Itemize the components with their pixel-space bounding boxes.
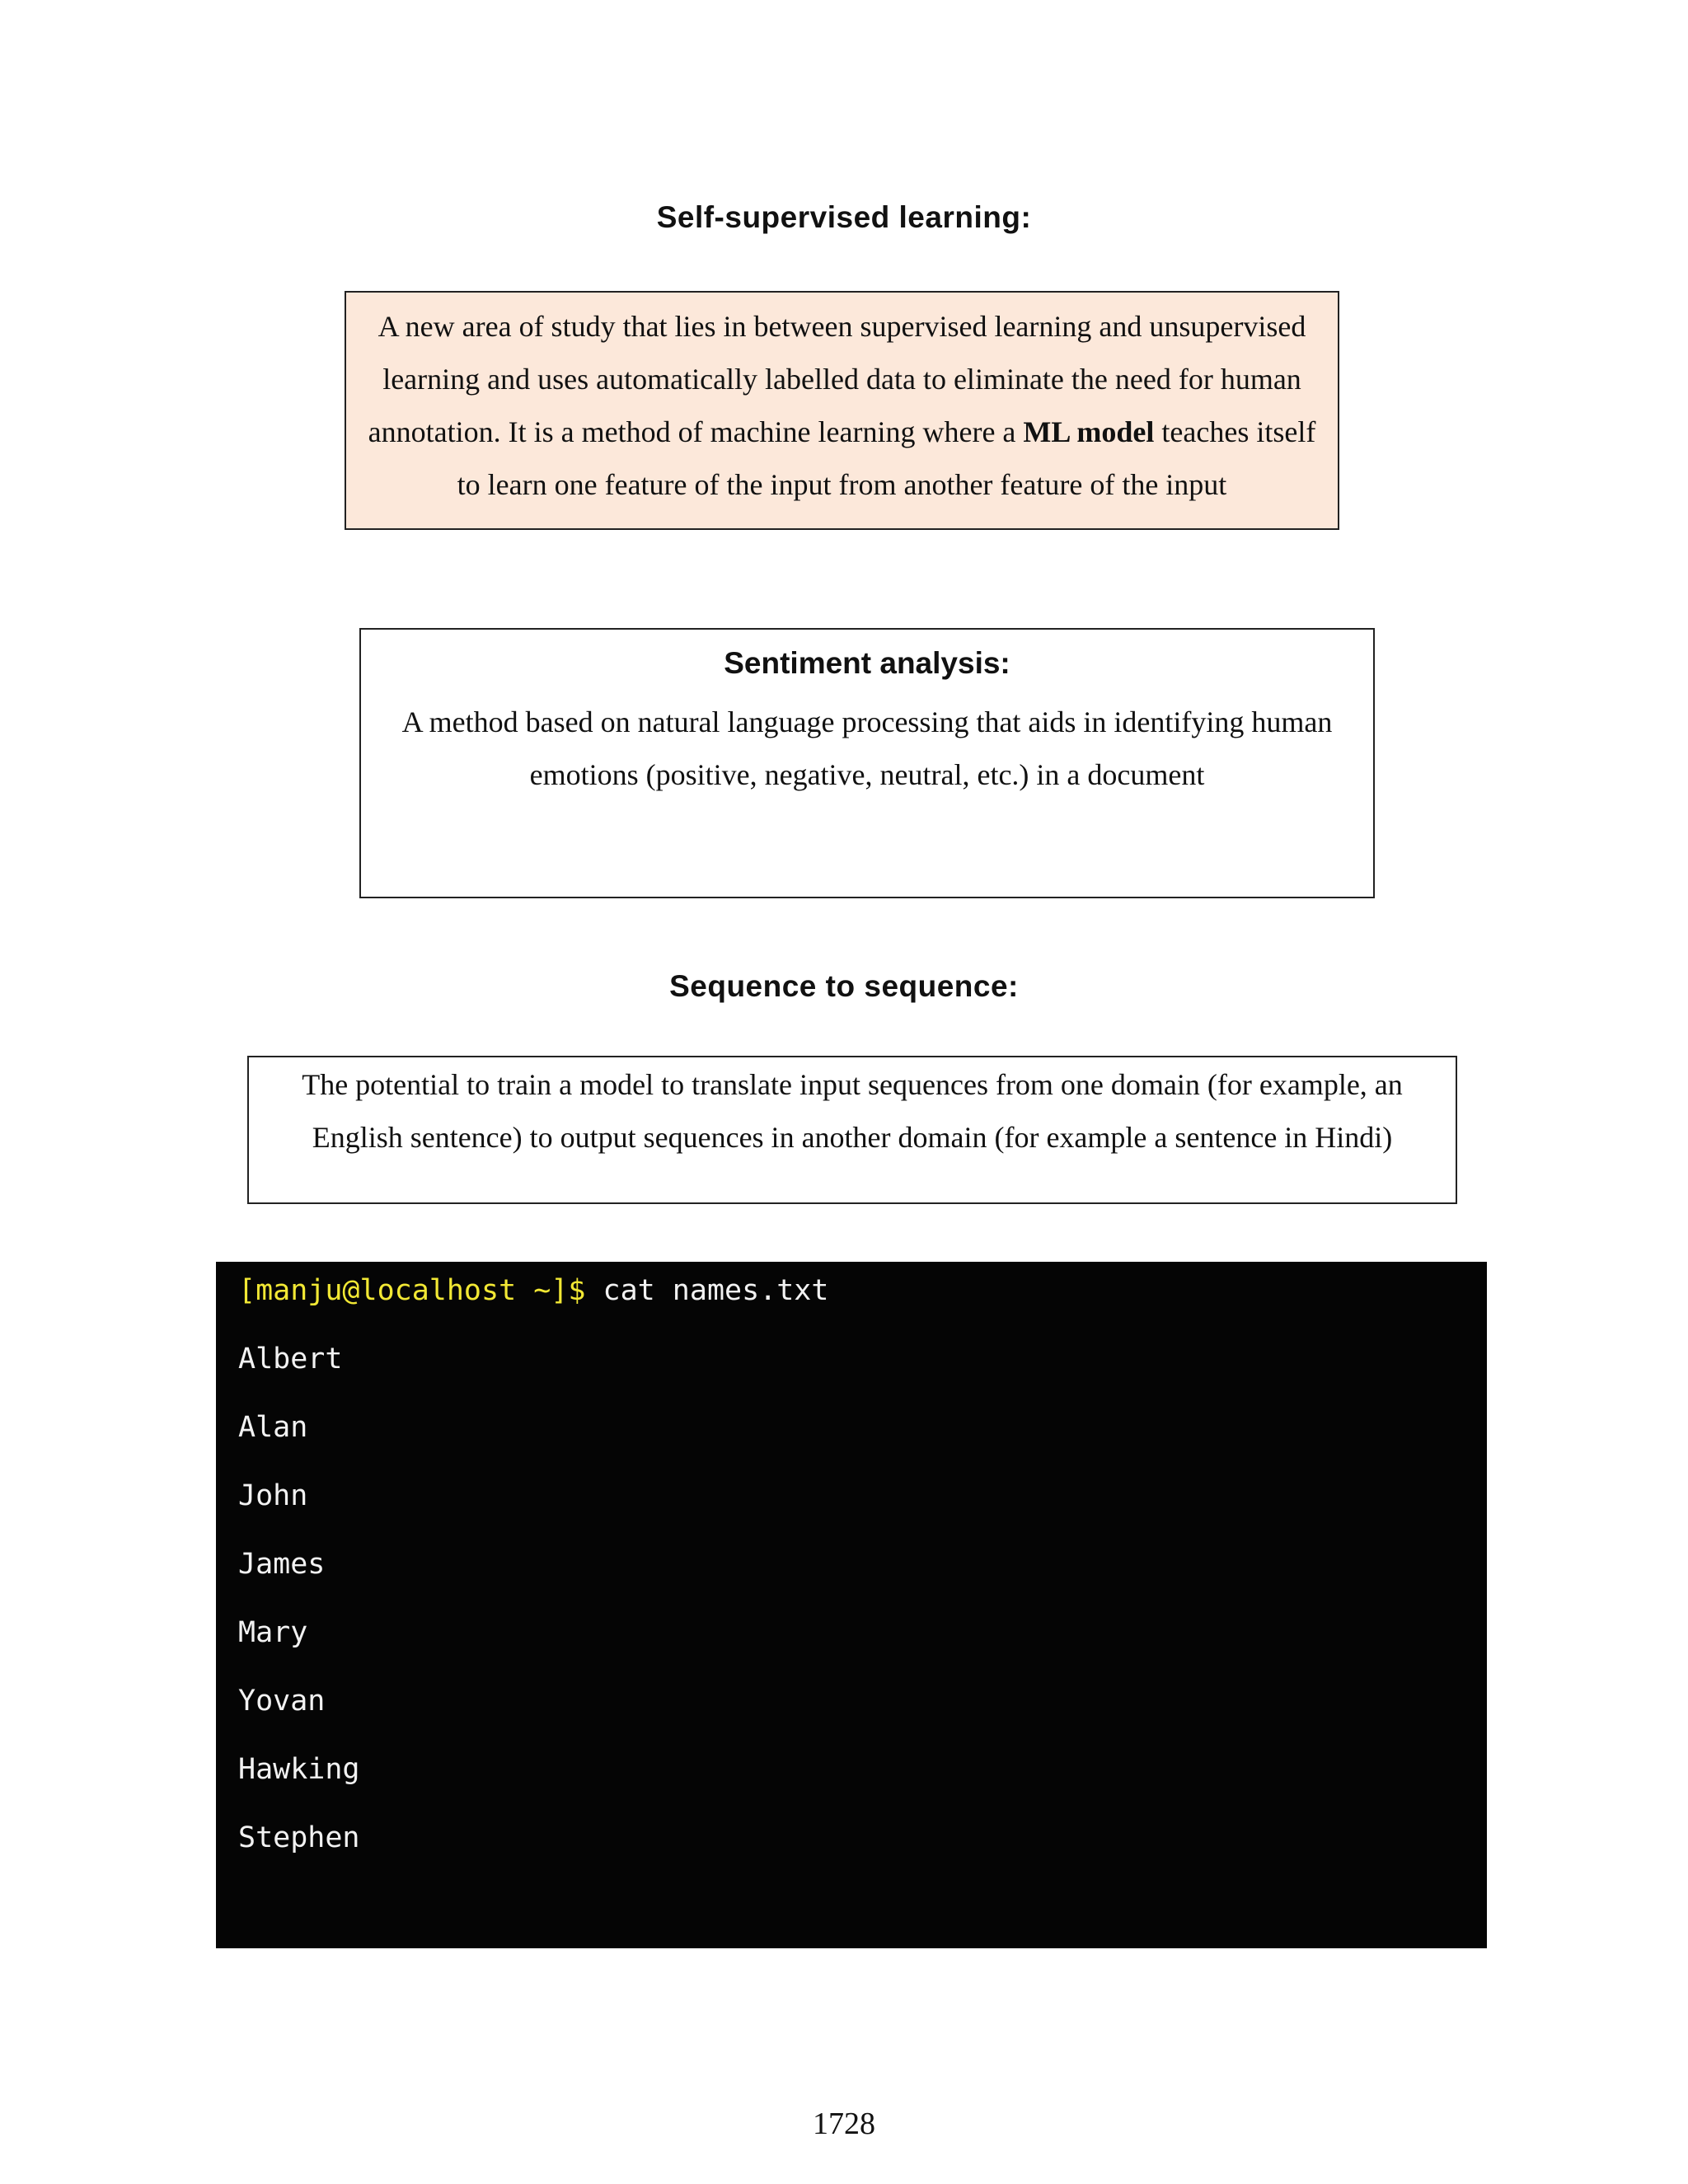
sentiment-analysis-box (359, 628, 1375, 898)
self-supervised-heading: Self-supervised learning: (656, 200, 1032, 234)
terminal-output-line: John (238, 1479, 308, 1512)
terminal-command-line (238, 1272, 1487, 1340)
sequence-to-sequence-text: The potential to train a model to translate input sequences from one domain (for example, an English sentence) to output sequences in another domain (for example a sentence in Hindi) (302, 1068, 1403, 1154)
sequence-to-sequence-heading: Sequence to sequence: (669, 969, 1019, 1003)
terminal-output-line: Stephen (238, 1821, 360, 1854)
sequence-to-sequence-box (247, 1056, 1457, 1204)
ml-model-term: ML model (1023, 415, 1155, 448)
self-supervised-text-start: A new area of study that lies in between supervised learning and unsupervised learning and uses automatically labelled data to eliminate the need for human annotation. It is a method of machine learning where a (368, 310, 1306, 448)
page-number: 1728 (813, 2107, 875, 2141)
self-supervised-definition-box (345, 291, 1339, 530)
terminal-output-line: Hawking (238, 1753, 360, 1786)
terminal-output-line: Albert (238, 1343, 343, 1376)
terminal-output-line: Mary (238, 1616, 308, 1649)
terminal-output-line: Alan (238, 1411, 308, 1444)
terminal-output-line: Yovan (238, 1685, 326, 1718)
terminal-output-line: James (238, 1548, 326, 1581)
terminal-window (216, 1262, 1487, 1948)
terminal-prompt: [manju@localhost ~]$ (238, 1274, 586, 1307)
terminal-command: cat names.txt (585, 1274, 829, 1307)
self-supervised-definition-text (364, 300, 1320, 511)
sentiment-analysis-text: A method based on natural language processing that aids in identifying human emotions (positive, negative, neutral, etc.) in a document (401, 705, 1333, 791)
sentiment-analysis-heading: Sentiment analysis: (724, 646, 1010, 680)
self-supervised-text-end: teaches itself to learn one feature of the input from another feature of the input (457, 415, 1316, 501)
